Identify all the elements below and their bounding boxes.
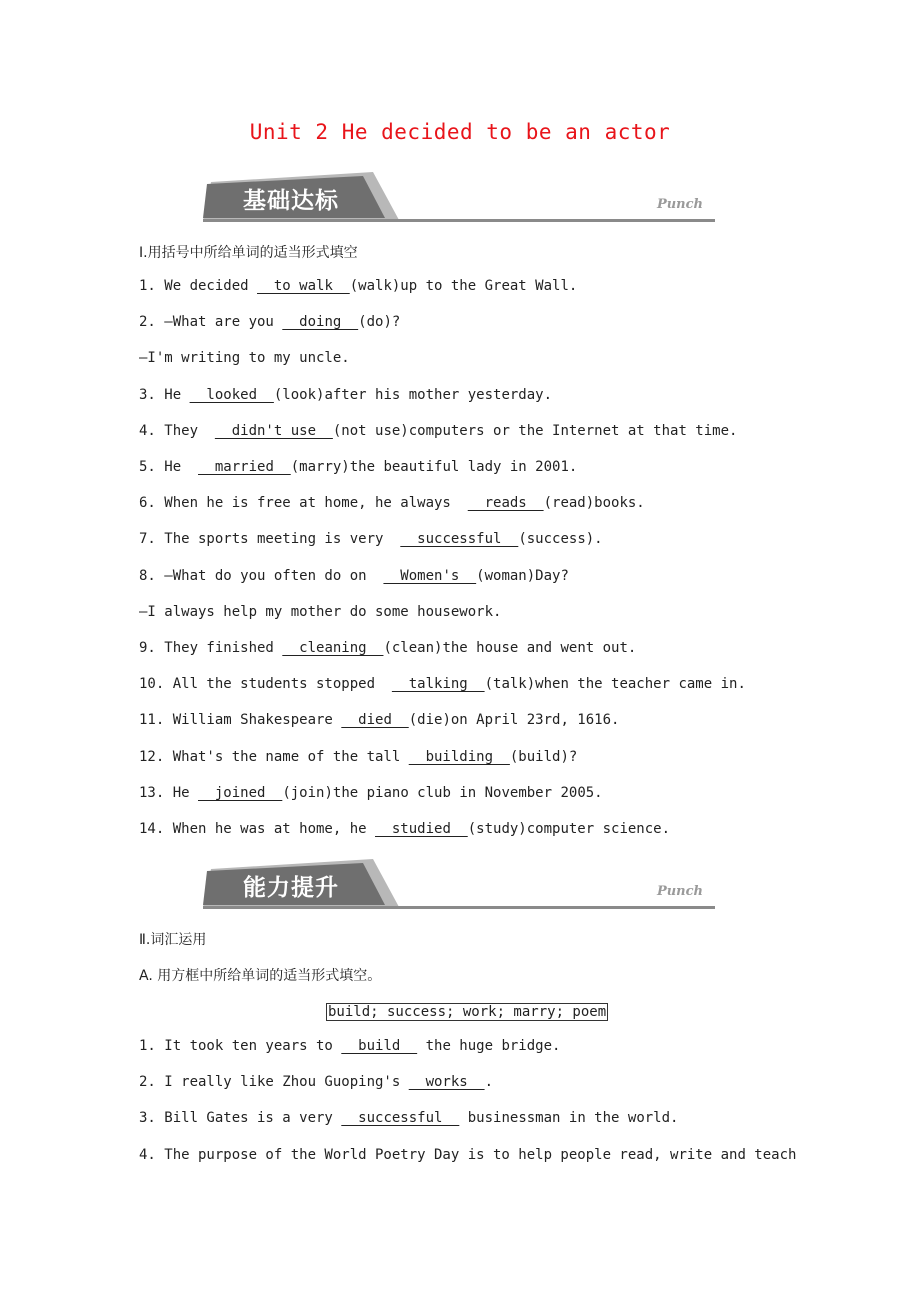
exercise-line [139, 785, 603, 801]
exercise-line [139, 1147, 796, 1163]
answer-blank: Women's [383, 567, 477, 584]
answer-blank: build [341, 1038, 418, 1054]
answer-blank: joined [198, 784, 283, 801]
question-text: 7. The sports meeting is very [139, 531, 401, 548]
question-hint: (woman)Day? [476, 567, 569, 584]
answer-blank: building [408, 748, 510, 765]
banner-label: 基础达标 [243, 188, 339, 214]
exercise-line [139, 1074, 493, 1090]
part2-heading: Ⅱ.词汇运用 [139, 932, 207, 948]
question-text: 4. The purpose of the World Poetry Day is to help people read, write and teach [139, 1146, 797, 1163]
question-text: 14. When he was at home, he [139, 821, 376, 837]
question-text: —I always help my mother do some housework. [139, 603, 502, 620]
question-text: 2. I really like Zhou Guoping's [139, 1074, 409, 1091]
exercise-line [139, 1110, 678, 1126]
question-hint: (success). [518, 531, 603, 548]
question-text: 1. We decided [139, 278, 258, 294]
section-banner-advanced [203, 857, 715, 911]
question-text: 3. He [139, 386, 190, 403]
answer-blank: doing [282, 314, 359, 331]
answer-blank: cleaning [282, 640, 384, 656]
exercise-line [139, 459, 577, 475]
question-hint: (clean)the house and went out. [383, 640, 637, 656]
exercise-line [139, 568, 569, 584]
exercise-line [139, 604, 501, 620]
exercise-line [139, 531, 603, 547]
question-hint: (build)? [509, 748, 578, 765]
question-hint: (die)on April 23rd, 1616. [408, 712, 620, 729]
exercise-line [139, 314, 400, 330]
question-hint: (study)computer science. [467, 821, 671, 837]
question-hint: (walk)up to the Great Wall. [349, 278, 578, 294]
exercise-line [139, 821, 670, 837]
question-text: 3. Bill Gates is a very [139, 1110, 342, 1127]
question-hint: (talk)when the teacher came in. [484, 676, 746, 693]
question-text: 5. He [139, 459, 199, 475]
exercise-line [139, 423, 737, 439]
question-text: —I'm writing to my uncle. [139, 350, 350, 367]
answer-blank: didn't use [214, 422, 333, 439]
exercise-line [139, 278, 577, 294]
banner-tag: Punch [656, 884, 703, 899]
exercise-line [139, 640, 636, 656]
question-hint: businessman in the world. [459, 1110, 679, 1127]
answer-blank: married [198, 459, 291, 475]
exercise-line [139, 676, 746, 692]
exercise-line [139, 350, 350, 366]
question-text: 12. What's the name of the tall [139, 748, 409, 765]
question-hint: . [484, 1074, 494, 1091]
question-hint: (read)books. [543, 495, 645, 512]
part1-heading: Ⅰ.用括号中所给单词的适当形式填空 [139, 245, 358, 261]
banner-rule [203, 906, 715, 909]
question-text: 11. William Shakespeare [139, 712, 342, 729]
question-text: 1. It took ten years to [139, 1038, 342, 1054]
exercise-line [139, 387, 552, 403]
exercise-line [139, 495, 645, 511]
answer-blank: to walk [257, 278, 350, 294]
question-text: 2. —What are you [139, 314, 283, 331]
question-text: 8. —What do you often do on [139, 567, 384, 584]
part2-subheading: A. 用方框中所给单词的适当形式填空。 [139, 968, 382, 984]
question-hint: (marry)the beautiful lady in 2001. [290, 459, 578, 475]
exercise-line [139, 712, 619, 728]
question-text: 6. When he is free at home, he always [139, 495, 468, 512]
answer-blank: successful [400, 531, 519, 548]
question-text: 9. They finished [139, 640, 283, 656]
banner-label: 能力提升 [243, 875, 339, 901]
exercise-line [139, 749, 577, 765]
answer-blank: died [341, 712, 409, 729]
question-text: 4. They [139, 422, 215, 439]
banner-tag: Punch [656, 197, 703, 212]
question-hint: (join)the piano club in November 2005. [282, 784, 603, 801]
section-banner-basic [203, 170, 715, 224]
exercise-line [139, 1038, 560, 1054]
banner-rule [203, 219, 715, 222]
question-text: 13. He [139, 784, 199, 801]
page-title: Unit 2 He decided to be an actor [249, 120, 671, 144]
answer-blank: studied [375, 821, 468, 837]
answer-blank: looked [189, 386, 274, 403]
question-text: 10. All the students stopped [139, 676, 392, 693]
answer-blank: successful [341, 1110, 460, 1127]
answer-blank: talking [391, 676, 485, 693]
word-box: build; success; work; marry; poem [328, 1004, 607, 1020]
question-hint: (do)? [358, 314, 401, 331]
question-hint: the huge bridge. [417, 1038, 561, 1054]
answer-blank: reads [467, 495, 544, 512]
question-hint: (look)after his mother yesterday. [273, 386, 553, 403]
answer-blank: works [408, 1074, 485, 1091]
question-hint: (not use)computers or the Internet at that time. [332, 422, 738, 439]
